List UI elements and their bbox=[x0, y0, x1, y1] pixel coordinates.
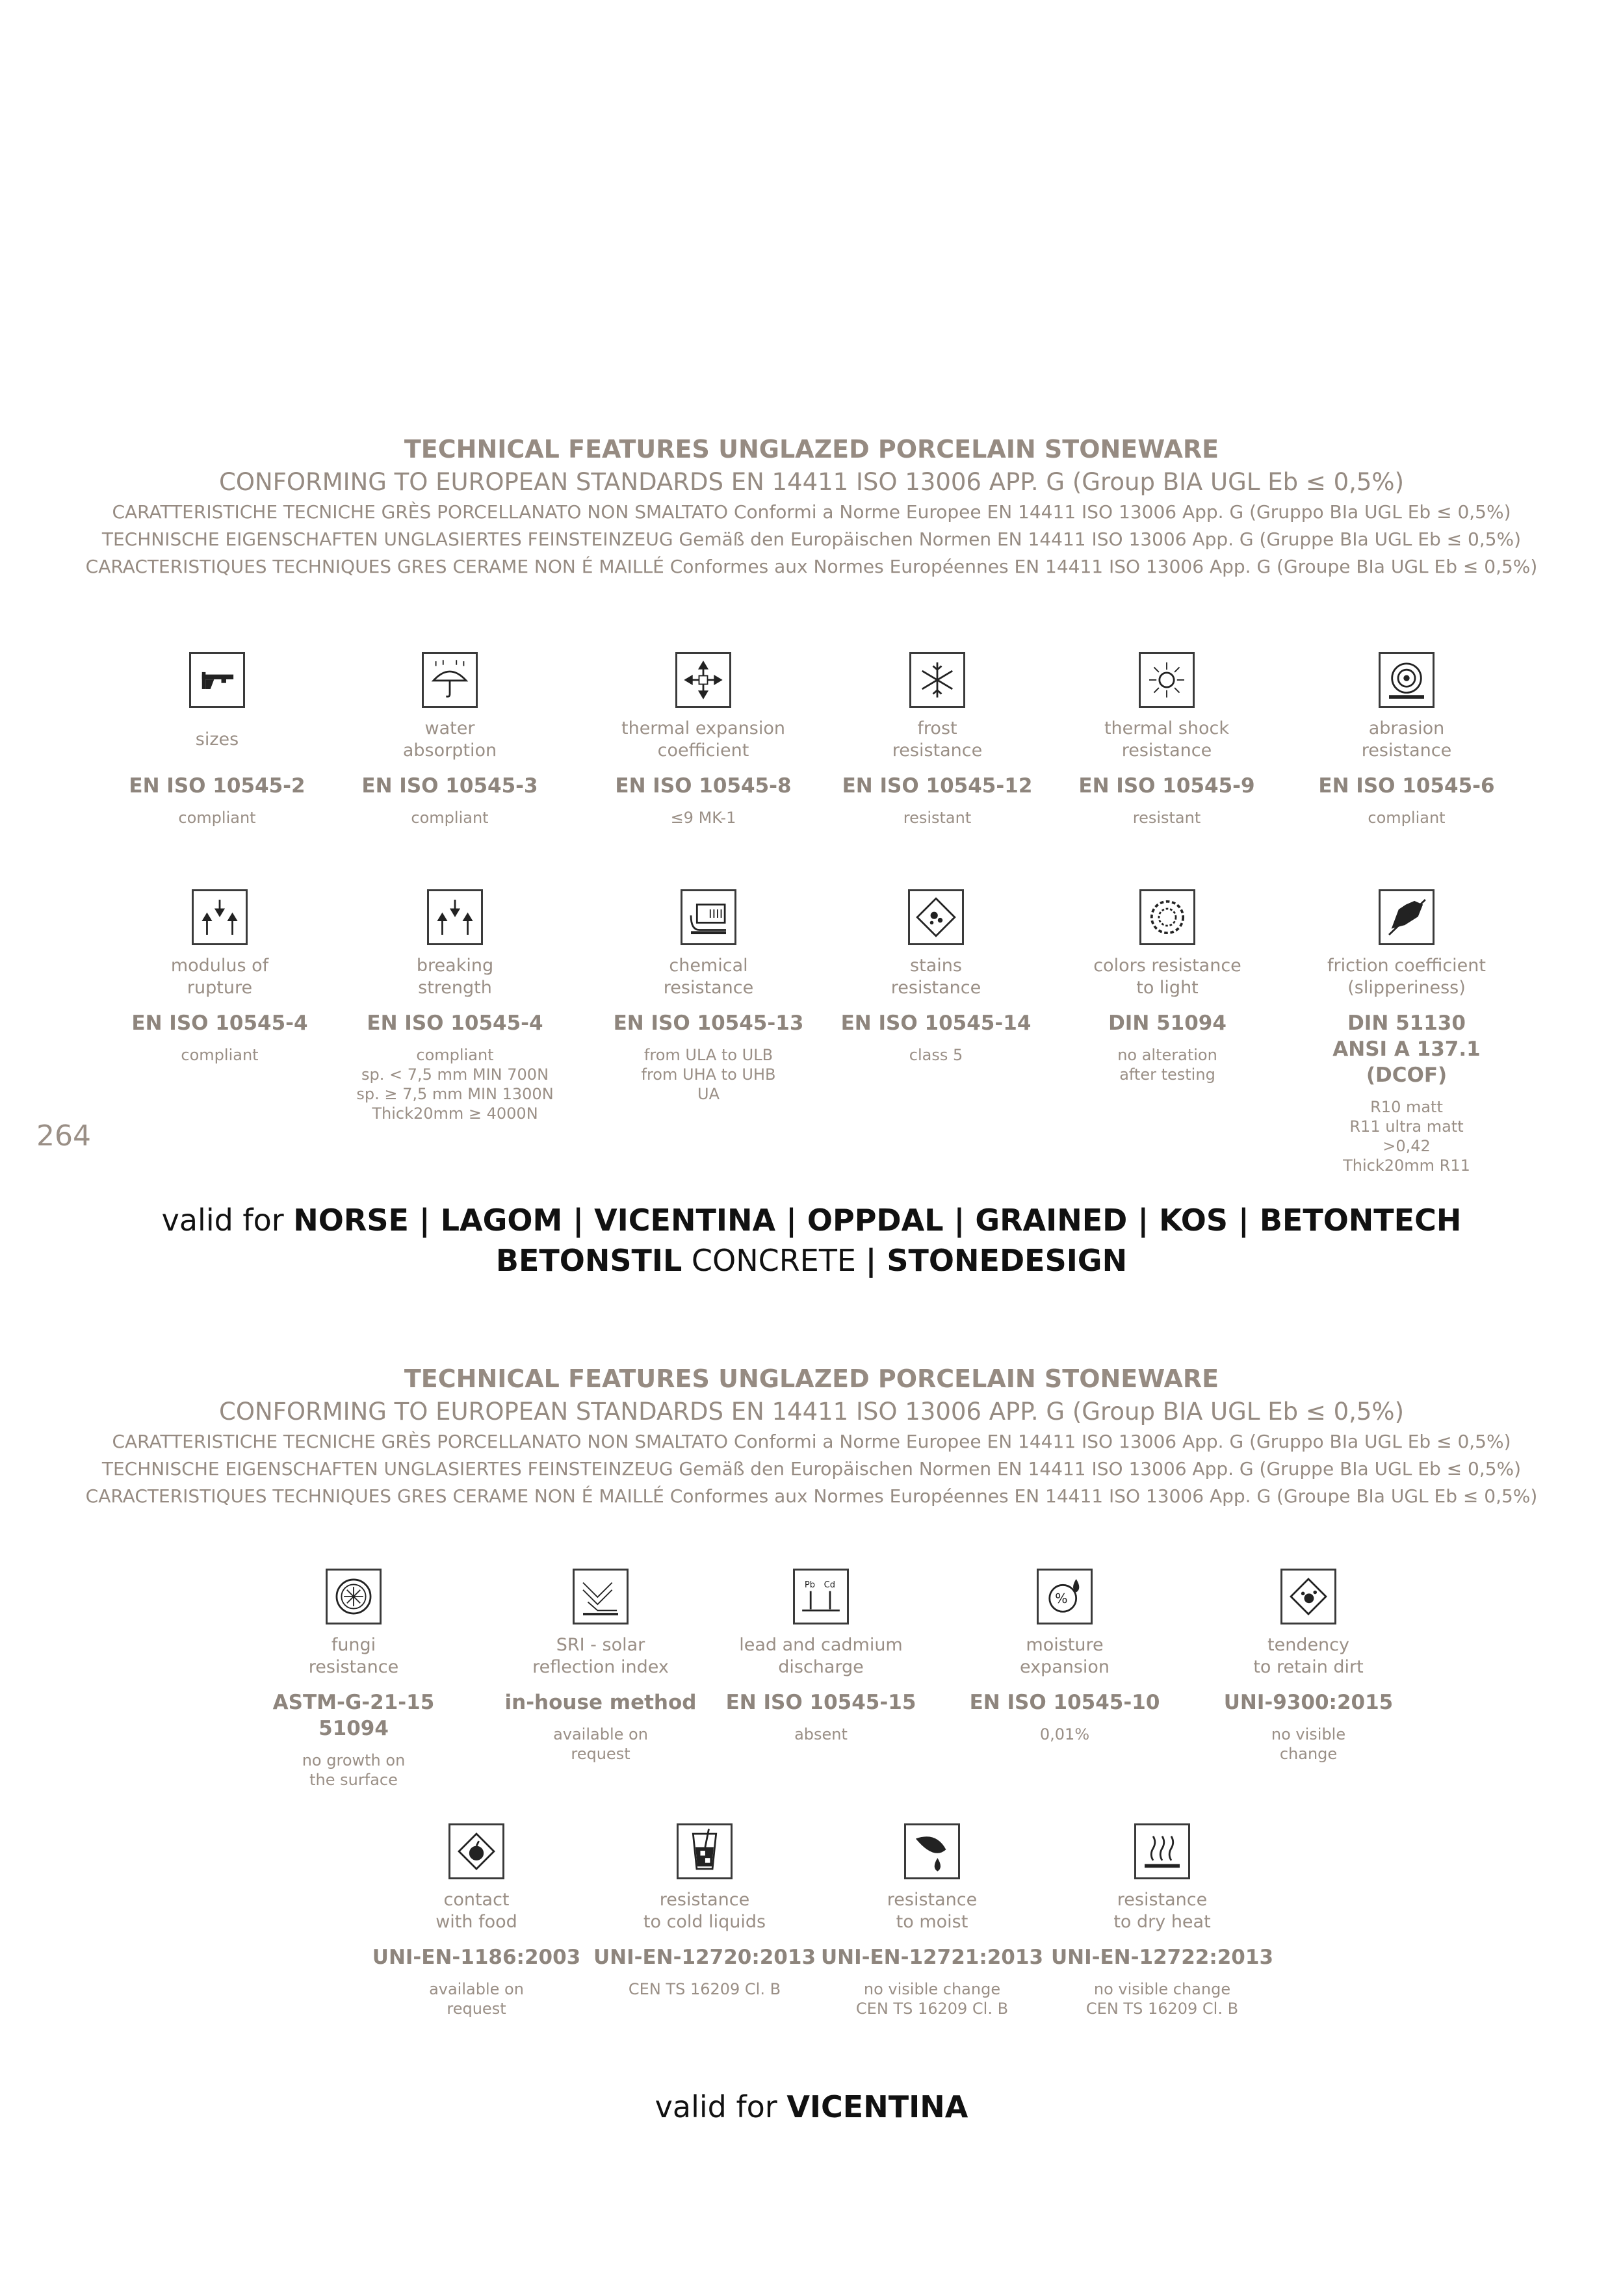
feature-item bbox=[338, 889, 572, 1123]
feature-result: absent bbox=[794, 1725, 848, 1743]
valid-prefix: valid for bbox=[655, 2089, 787, 2124]
feature-label: thermal shock resistance bbox=[1104, 718, 1230, 761]
feature-standard: UNI-EN-1186:2003 bbox=[372, 1946, 581, 1969]
section-line-it: CARATTERISTICHE TECNICHE GRÈS PORCELLANATO NON SMALTATO Conformi a Norme Europee EN 14411 ISO 13006 App. G (Gruppo BIa UGL Eb ≤ 0,5%) bbox=[112, 1431, 1511, 1452]
feature-standard: DIN 51130 ANSI A 137.1 (DCOF) bbox=[1332, 1011, 1481, 1087]
feature-result: compliant bbox=[1368, 809, 1446, 827]
section-line-de: TECHNISCHE EIGENSCHAFTEN UNGLASIERTES FEINSTEINZEUG Gemäß den Europäischen Normen EN 14411 ISO 13006 App. G (Gruppe BIa UGL Eb ≤ 0,5%) bbox=[101, 1458, 1522, 1480]
feature-standard: EN ISO 10545-15 bbox=[725, 1691, 916, 1714]
feature-label: chemical resistance bbox=[663, 956, 754, 998]
feature-result: no visible change CEN TS 16209 Cl. B bbox=[1085, 1980, 1239, 2018]
valid-collection-concrete: CONCRETE bbox=[682, 1243, 866, 1278]
feature-item bbox=[704, 1569, 938, 1744]
section-line-de: TECHNISCHE EIGENSCHAFTEN UNGLASIERTES FEINSTEINZEUG Gemäß den Europäischen Normen EN 14411 ISO 13006 App. G (Gruppe BIa UGL Eb ≤ 0,5%) bbox=[101, 528, 1522, 550]
feature-item bbox=[100, 652, 334, 828]
feature-label: colors resistance to light bbox=[1093, 956, 1241, 998]
feature-item bbox=[815, 1823, 1049, 2018]
feature-label: fungi resistance bbox=[308, 1635, 399, 1677]
valid-line-1 bbox=[0, 1200, 1623, 1240]
section-line-fr: CARACTERISTIQUES TECHNIQUES GRES CERAME NON É MAILLÉ Conformes aux Normes Européennes EN 14411 ISO 13006 App. G (Groupe BIa UGL Eb ≤ 0,5%) bbox=[85, 1485, 1538, 1507]
feature-label: water absorption bbox=[402, 718, 497, 761]
cadmium-symbol: Cd bbox=[824, 1580, 836, 1591]
feature-result: compliant bbox=[181, 1046, 259, 1064]
feature-label: breaking strength bbox=[416, 956, 494, 998]
feature-result: CEN TS 16209 Cl. B bbox=[628, 1980, 781, 1998]
feature-standard: EN ISO 10545-8 bbox=[615, 774, 792, 798]
feature-result: 0,01% bbox=[1039, 1725, 1090, 1743]
feature-label: resistance to moist bbox=[887, 1890, 978, 1932]
stain-diamond-icon bbox=[908, 889, 964, 945]
valid-for-section-2 bbox=[0, 2087, 1623, 2127]
valid-collections: NORSE | LAGOM | VICENTINA | OPPDAL | GRAINED | KOS | BETONTECH bbox=[293, 1203, 1462, 1238]
feature-item bbox=[103, 889, 337, 1065]
feature-item bbox=[1290, 652, 1524, 828]
feature-label: stains resistance bbox=[890, 956, 981, 998]
feature-result: no growth on the surface bbox=[302, 1751, 406, 1789]
feature-item bbox=[586, 652, 820, 828]
feature-label: contact with food bbox=[435, 1890, 517, 1932]
dirt-diamond-icon bbox=[1280, 1569, 1336, 1624]
feature-label: frost resistance bbox=[892, 718, 983, 761]
feature-result: resistant bbox=[1132, 809, 1201, 827]
feature-standard: EN ISO 10545-4 bbox=[131, 1011, 308, 1035]
feature-item bbox=[1050, 889, 1284, 1084]
feature-item bbox=[948, 1569, 1182, 1744]
feature-standard: EN ISO 10545-14 bbox=[840, 1011, 1032, 1035]
feature-standard: EN ISO 10545-10 bbox=[969, 1691, 1160, 1714]
feature-item bbox=[333, 652, 567, 828]
feature-label: modulus of rupture bbox=[170, 956, 269, 998]
feature-label: resistance to dry heat bbox=[1113, 1890, 1211, 1932]
moisture-percent-icon bbox=[1037, 1569, 1093, 1624]
lead-symbol: Pb bbox=[804, 1580, 816, 1591]
caliper-icon bbox=[189, 652, 245, 708]
abrasion-disc-icon bbox=[1379, 652, 1435, 708]
valid-prefix: valid for bbox=[161, 1203, 294, 1238]
feature-result: R10 matt R11 ultra matt >0,42 Thick20mm R11 bbox=[1343, 1098, 1470, 1175]
feature-standard: EN ISO 10545-2 bbox=[129, 774, 305, 798]
feature-item bbox=[359, 1823, 593, 2018]
feature-result: ≤9 MK-1 bbox=[670, 809, 736, 827]
umbrella-icon bbox=[422, 652, 478, 708]
feature-standard: UNI-EN-12722:2013 bbox=[1050, 1946, 1274, 1969]
feature-result: available on request bbox=[429, 1980, 524, 2018]
feature-result: compliant bbox=[178, 809, 256, 827]
section-title: TECHNICAL FEATURES UNGLAZED PORCELAIN STONEWARE bbox=[404, 435, 1219, 463]
feature-standard: DIN 51094 bbox=[1108, 1011, 1227, 1035]
feature-item bbox=[591, 889, 825, 1104]
section-subtitle: CONFORMING TO EUROPEAN STANDARDS EN 14411 ISO 13006 APP. G (Group BIA UGL Eb ≤ 0,5%) bbox=[218, 468, 1405, 496]
section-1-header bbox=[0, 432, 1623, 581]
feature-label: thermal expansion coefficient bbox=[621, 718, 785, 761]
feature-label: sizes bbox=[195, 729, 239, 750]
feature-result: no visible change CEN TS 16209 Cl. B bbox=[855, 1980, 1009, 2018]
feature-standard: UNI-EN-12721:2013 bbox=[820, 1946, 1044, 1969]
feature-label: friction coefficient (slipperiness) bbox=[1327, 956, 1486, 998]
lead-cadmium-icon bbox=[793, 1569, 849, 1624]
food-apple-icon bbox=[448, 1823, 504, 1879]
valid-collection-stonedesign: | STONEDESIGN bbox=[865, 1243, 1128, 1278]
sun-ring-icon bbox=[1139, 889, 1195, 945]
feature-standard: EN ISO 10545-4 bbox=[367, 1011, 543, 1035]
feature-item bbox=[484, 1569, 718, 1764]
feature-standard: EN ISO 10545-12 bbox=[842, 774, 1033, 798]
feature-label: SRI - solar reflection index bbox=[532, 1635, 669, 1677]
breaking-arrows-icon bbox=[427, 889, 483, 945]
feature-item bbox=[820, 652, 1054, 828]
valid-line-2 bbox=[0, 1240, 1623, 1281]
expansion-arrows-icon bbox=[675, 652, 731, 708]
feature-result: no visible change bbox=[1271, 1725, 1346, 1763]
sun-snowflake-icon bbox=[1139, 652, 1195, 708]
feature-standard: in-house method bbox=[504, 1691, 697, 1714]
feature-result: class 5 bbox=[909, 1046, 963, 1064]
feature-result: resistant bbox=[903, 809, 972, 827]
feature-item bbox=[819, 889, 1053, 1065]
feature-label: moisture expansion bbox=[1019, 1635, 1110, 1677]
feature-standard: EN ISO 10545-13 bbox=[613, 1011, 804, 1035]
feature-standard: EN ISO 10545-3 bbox=[361, 774, 538, 798]
percent-symbol: % bbox=[1055, 1591, 1068, 1607]
cold-glass-icon bbox=[677, 1823, 733, 1879]
section-line-fr: CARACTERISTIQUES TECHNIQUES GRES CERAME NON É MAILLÉ Conformes aux Normes Européennes EN 14411 ISO 13006 App. G (Groupe BIa UGL Eb ≤ 0,5%) bbox=[85, 556, 1538, 577]
section-line-it: CARATTERISTICHE TECNICHE GRÈS PORCELLANATO NON SMALTATO Conformi a Norme Europee EN 14411 ISO 13006 App. G (Gruppo BIa UGL Eb ≤ 0,5%) bbox=[112, 501, 1511, 523]
feature-result: compliant bbox=[411, 809, 489, 827]
feature-item bbox=[237, 1569, 471, 1790]
feature-item bbox=[1191, 1569, 1425, 1764]
feature-standard: ASTM-G-21-15 51094 bbox=[272, 1691, 435, 1740]
feature-item bbox=[1045, 1823, 1279, 2018]
feature-item bbox=[1290, 889, 1524, 1175]
section-title: TECHNICAL FEATURES UNGLAZED PORCELAIN STONEWARE bbox=[404, 1364, 1219, 1393]
feature-label: tendency to retain dirt bbox=[1253, 1635, 1364, 1677]
chemical-tray-icon bbox=[681, 889, 736, 945]
feature-label: abrasion resistance bbox=[1361, 718, 1452, 761]
feature-label: lead and cadmium discharge bbox=[739, 1635, 903, 1677]
dry-heat-icon bbox=[1134, 1823, 1190, 1879]
solar-reflection-icon bbox=[573, 1569, 629, 1624]
feature-result: available on request bbox=[553, 1725, 648, 1763]
snowflake-icon bbox=[909, 652, 965, 708]
rupture-arrows-icon bbox=[192, 889, 248, 945]
section-subtitle: CONFORMING TO EUROPEAN STANDARDS EN 14411 ISO 13006 APP. G (Group BIA UGL Eb ≤ 0,5%) bbox=[218, 1398, 1405, 1426]
feature-standard: EN ISO 10545-6 bbox=[1318, 774, 1495, 798]
page-number: 264 bbox=[36, 1119, 91, 1153]
shoe-slip-icon bbox=[1379, 889, 1435, 945]
valid-collection-betonstil: BETONSTIL bbox=[495, 1243, 682, 1278]
feature-standard: UNI-EN-12720:2013 bbox=[593, 1946, 816, 1969]
feature-result: compliant sp. < 7,5 mm MIN 700N sp. ≥ 7,5 mm MIN 1300N Thick20mm ≥ 4000N bbox=[356, 1046, 554, 1123]
moist-leaf-icon bbox=[904, 1823, 960, 1879]
valid-collections: VICENTINA bbox=[786, 2089, 968, 2124]
feature-standard: EN ISO 10545-9 bbox=[1078, 774, 1255, 798]
section-2-header bbox=[0, 1362, 1623, 1510]
feature-result: from ULA to ULB from UHA to UHB UA bbox=[641, 1046, 776, 1103]
feature-result: no alteration after testing bbox=[1117, 1046, 1217, 1084]
fungi-circle-icon bbox=[326, 1569, 382, 1624]
feature-item bbox=[588, 1823, 822, 1999]
valid-for-section-1 bbox=[0, 1200, 1623, 1281]
feature-label: resistance to cold liquids bbox=[643, 1890, 766, 1932]
feature-item bbox=[1050, 652, 1284, 828]
feature-standard: UNI-9300:2015 bbox=[1223, 1691, 1394, 1714]
